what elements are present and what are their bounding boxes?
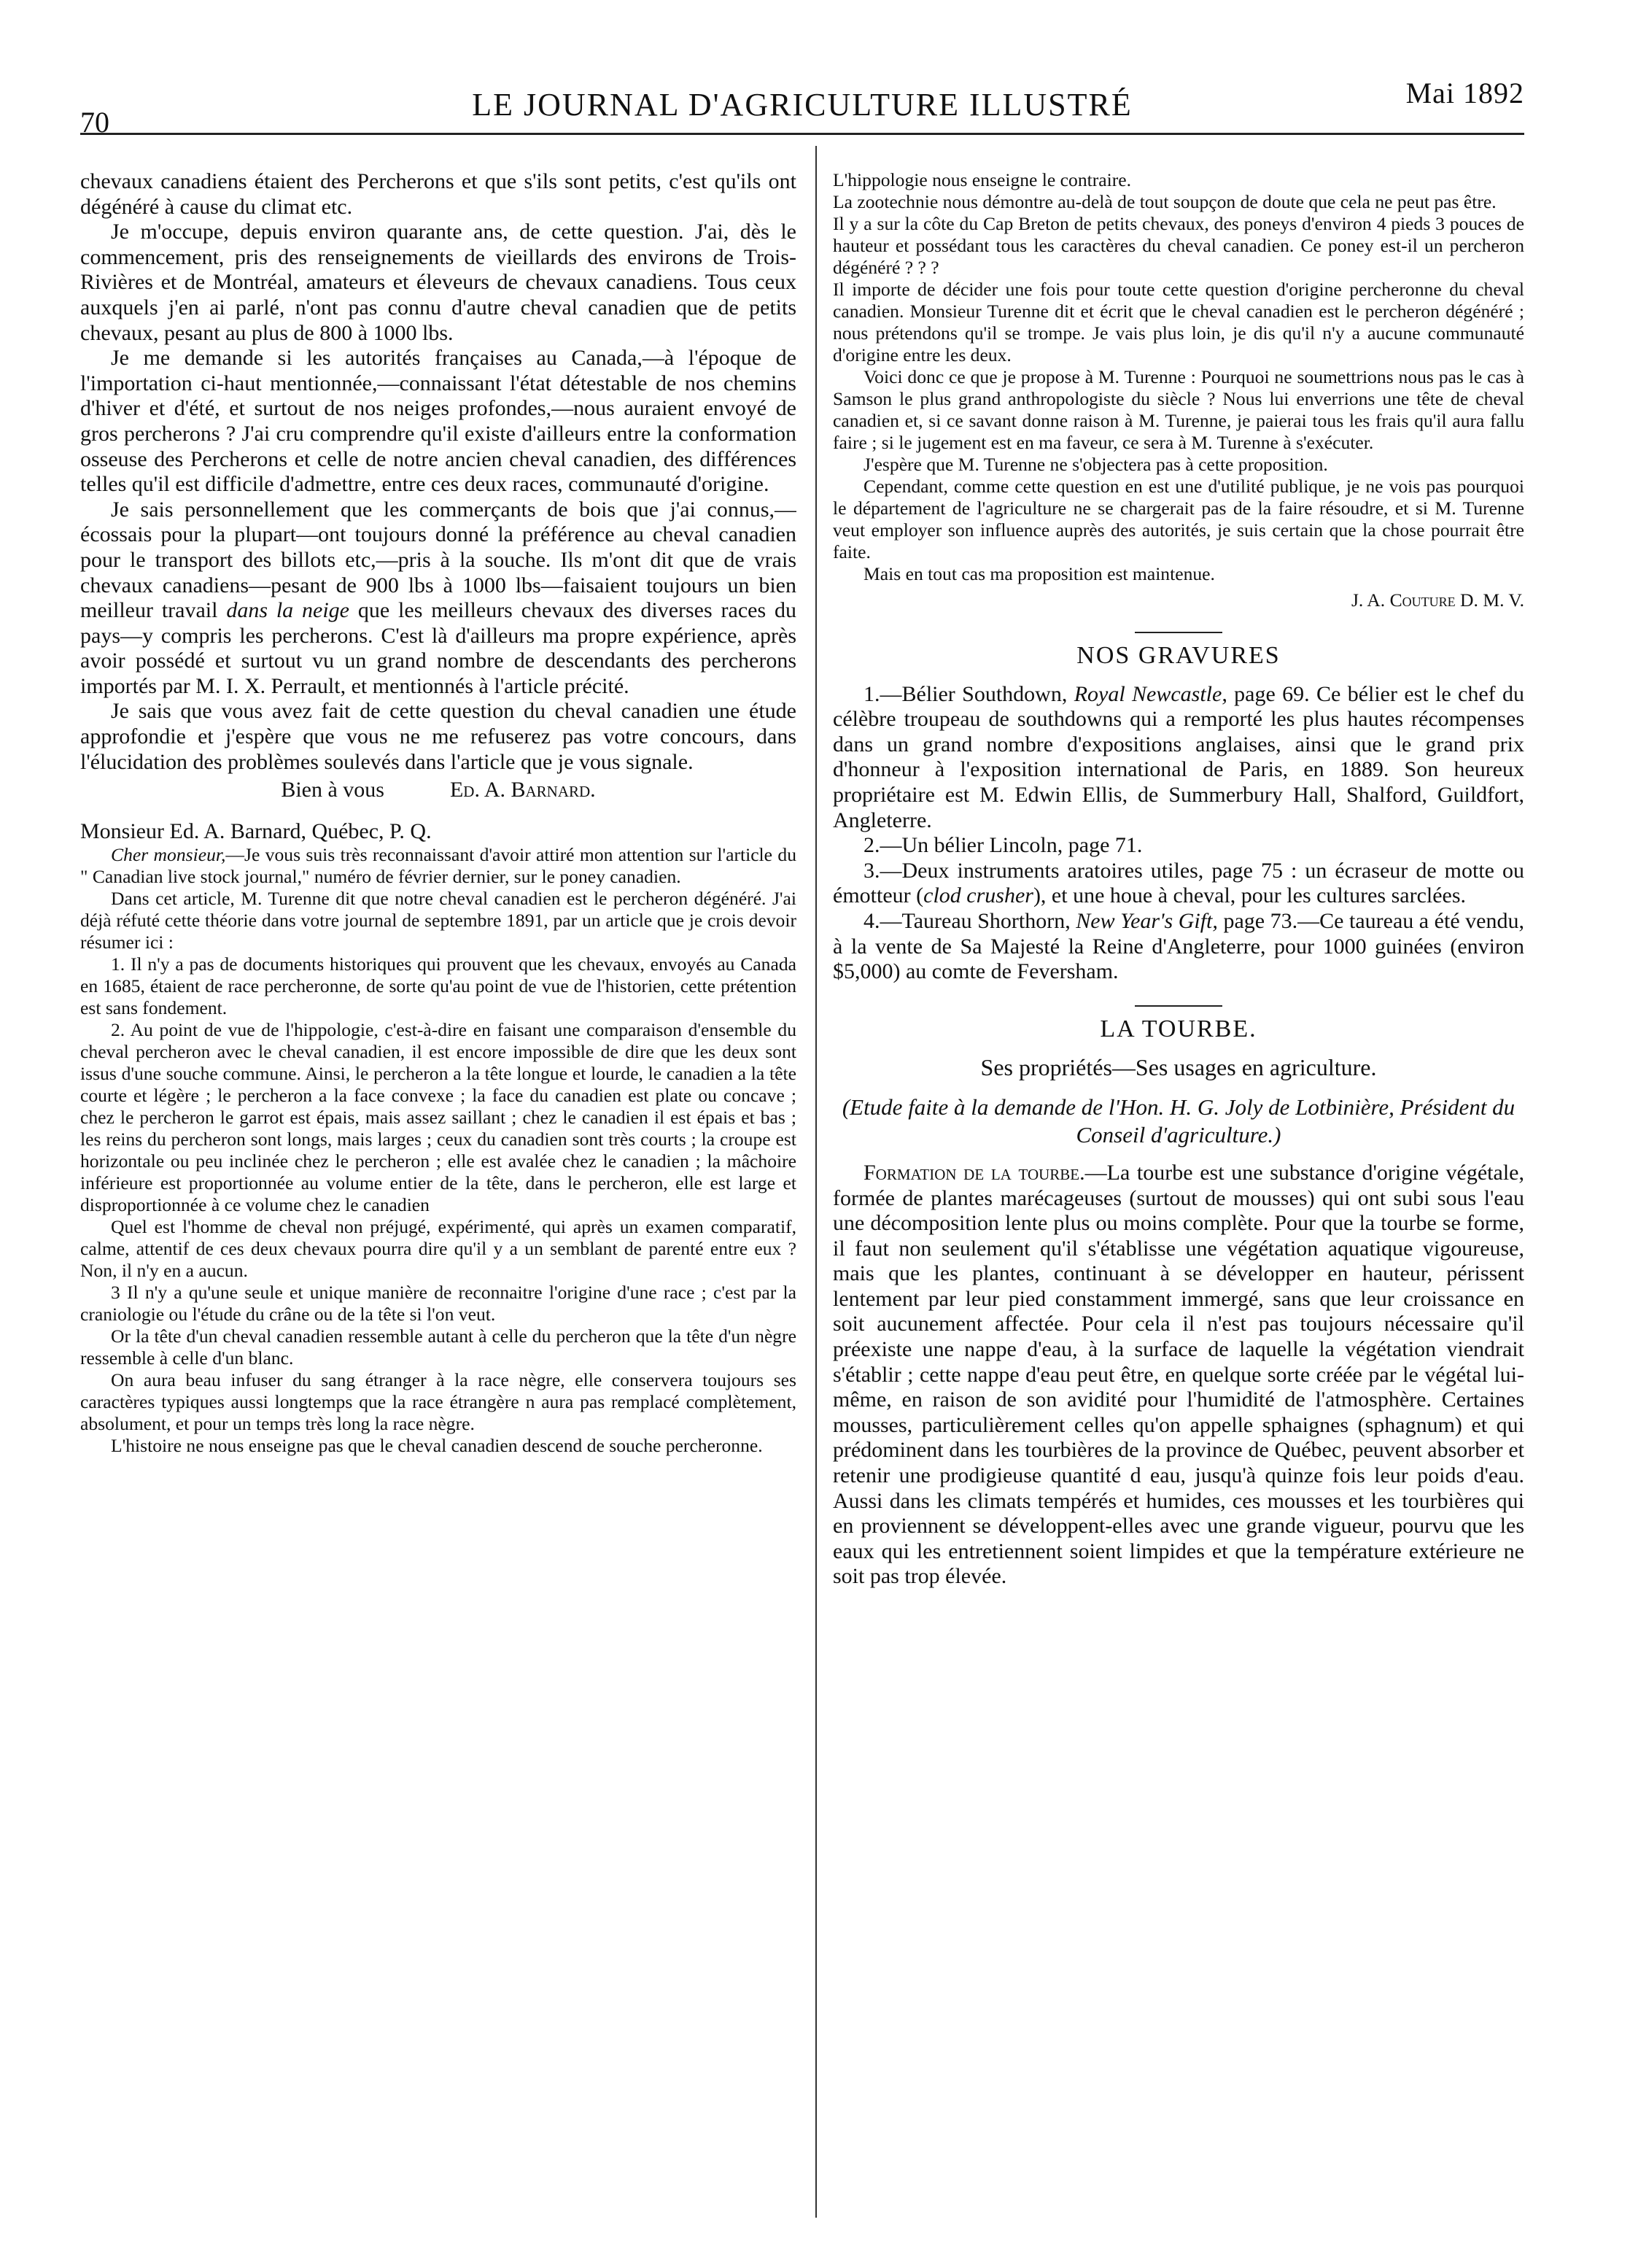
paragraph (80, 498, 796, 700)
paragraph: L'histoire ne nous enseigne pas que le cheval canadien descend de souche percheronne. (111, 1435, 763, 1457)
paragraph: 2.—Un bélier Lincoln, page 71. (863, 833, 1143, 858)
text-run: Je sais personnellement que les commerçants de bois que j'ai connus,—écossais pour la plupart—ont toujours donné la préférence au cheval canadien pour le transport des billots etc,—pris à la souche. Ils m'ont dit que de vrais chevaux canadiens—pesant de 900 lbs à 1000 lbs—faisaient toujours un bien meilleur travail (80, 497, 796, 623)
paragraph: Je m'occupe, depuis environ quarante ans, de cette question. J'ai, dès le commencement, pris des renseignements de vieillards des environs de Trois-Rivières et de Montréal, amateurs et éleveurs de chevaux canadiens. Tous ceux auxquels j'en ai parlé, n'ont pas connu d'autre cheval canadien que de petits chevaux, pesant au plus de 800 à 1000 lbs. (80, 220, 796, 345)
signature: Ed. A. Barnard. (449, 778, 596, 802)
text-run: —Je vous suis très reconnaissant d'avoir attiré mon attention sur l'article du " Canadian live stock journal," numéro de février dernier, sur le poney canadien. (80, 844, 796, 888)
section-subheading: Ses propriétés—Ses usages en agriculture. (980, 1054, 1377, 1081)
letter-closing (80, 778, 796, 803)
paragraph: Voici donc ce que je propose à M. Turenne : Pourquoi ne soumettrions nous pas le cas à Samson le plus grand anthropologiste du siècle ? Nous lui enverrions une tête de cheval canadien et, si ce savant donne raison à M. Turenne, je paierai tous les frais qu'il aura fallu faire ; si le jugement est en ma faveur, ce sera à M. Turenne à s'exécuter. (833, 366, 1524, 453)
paragraph: Il y a sur la côte du Cap Breton de petits chevaux, des poneys d'environ 4 pieds 3 pouces de hauteur et possédant tous les caractères du cheval canadien. Ce poney est-il un percheron dégénéré ? ? ? (833, 213, 1524, 278)
right-column (833, 169, 1524, 2226)
editorial-note: (Etude faite à la demande de l'Hon. H. G. Joly de Lotbinière, Président du Conseil d'agriculture.) (842, 1094, 1515, 1147)
emphasis: New Year's Gift, (1076, 908, 1218, 933)
paragraph: chevaux canadiens étaient des Percherons et que s'ils sont petits, c'est qu'ils ont dégénéré à cause du climat etc. (80, 169, 796, 219)
issue-date: Mai 1892 (1405, 77, 1524, 109)
closing-text: Bien à vous (281, 778, 384, 802)
paragraph (833, 682, 1524, 834)
text-run: que les meilleurs chevaux des diverses races du pays—y compris les percherons. C'est là d'ailleurs ma propre expérience, après avoir possédé et surtout vu un grand nombre de descendants des percherons importés par M. I. X. Perrault, et mentionnés à l'article précité. (80, 598, 796, 698)
paragraph: Mais en tout cas ma proposition est maintenue. (863, 563, 1215, 584)
text-run: page 73.—Ce taureau a été vendu, à la vente de Sa Majesté la Reine d'Angleterre, pour 1000 guinées (environ $5,000) au comte de Feversham. (833, 908, 1524, 984)
paragraph: Je me demande si les autorités françaises au Canada,—à l'époque de l'importation ci-haut mentionnée,—connaissant l'état détestable de nos chemins d'hiver et d'été, et surtout de nos neiges profondes,—nous auraient envoyé de gros percherons ? J'ai cru comprendre qu'il existe d'ailleurs entre la conformation osseuse des Percherons et celle de notre ancien cheval canadien, des différences telles qu'il est difficile d'admettre, entre ces deux races, communauté d'origine. (80, 346, 796, 497)
paragraph: Quel est l'homme de cheval non préjugé, expérimenté, qui après un examen comparatif, calme, attentif de ces deux chevaux pourra dire qu'il y a un semblant de parenté entre eux ? Non, il n'y en a aucun. (80, 1216, 796, 1282)
text-run: ), et une houe à cheval, pour les cultures sarclées. (1033, 883, 1467, 908)
letter-continuation (833, 169, 1524, 611)
paragraph (833, 909, 1524, 985)
run-in-heading: Formation de la tourbe. (863, 1160, 1085, 1185)
letter-address: Monsieur Ed. A. Barnard, Québec, P. Q. (80, 818, 432, 843)
emphasis: dans la neige (226, 598, 350, 623)
journal-title: LE JOURNAL D'AGRICULTURE ILLUSTRÉ (472, 87, 1133, 123)
paragraph: Il importe de décider une fois pour toute cette question d'origine percheronne du cheval canadien. Monsieur Turenne dit et écrit que le cheval canadien est le percheron dégénéré ; nous prétendons qu'il se trompe. Je vais plus loin, je dis qu'il n'y a aucune communauté d'origine entre les deux. (833, 279, 1524, 365)
emphasis: clod crusher (923, 883, 1033, 908)
paragraph: 1. Il n'y a pas de documents historiques qui prouvent que les chevaux, envoyés au Canada en 1685, étaient de race percheronne, de sorte qu'au point de vue de l'historien, cette prétention est sans fondement. (80, 953, 796, 1019)
paragraph (833, 1161, 1524, 1590)
emphasis: Royal Newcastle, (1074, 681, 1227, 706)
paragraph: Cependant, comme cette question en est une d'utilité publique, je ne vois pas pourquoi le département de l'agriculture ne se chargerait pas de la faire résoudre, et si M. Turenne veut employer son influence auprès des autorités, je suis certain que la chose pourrait être faite. (833, 476, 1524, 562)
paragraph (833, 859, 1524, 909)
section-heading-tourbe: LA TOURBE. (1100, 1015, 1257, 1042)
paragraph: La zootechnie nous démontre au-delà de tout soupçon de doute que cela ne peut pas être. (833, 191, 1497, 212)
page-number: 70 (80, 106, 109, 139)
column-divider (815, 146, 817, 2218)
text-run: —La tourbe est une substance d'origine végétale, formée de plantes marécageuses (surtout de mousses) qui ont subi sous l'eau une décomposition lente plus ou moins complète. Pour que la tourbe se forme, il faut non seulement qu'il s'établisse une végétation aquatique vigoureuse, mais que les plantes, continuant à se développer en hauteur, périssent lentement par leur pied constamment immergé, sans que leur croissance en soit aucunement affectée. Pour cela il n'est pas toujours nécessaire qu'il préexiste une nappe d'eau, à la surface de laquelle la végétation viendrait s'établir ; cette nappe d'eau peut être, en quelque sorte créée par le végétal lui-même, en raison de son avidité pour l'humidité de l'atmosphère. Certaines mousses, particulièrement celles qu'on appelle sphaignes (sphagnum) et qui prédominent dans les tourbières de la province de Québec, peuvent absorber et retenir une prodigieuse quantité d eau, jusqu'à quinze fois leur poids d'eau. Aussi dans les climats tempérés et humides, ces mousses et les tourbières qui en proviennent se développent-elles avec une grande vigueur, pourvu que les eaux qui les entretiennent soient limpides et que la température extérieure ne soit pas trop élevée. (833, 1160, 1524, 1589)
paragraph: On aura beau infuser du sang étranger à la race nègre, elle conservera toujours ses caractères typiques aussi longtemps que la race étrangère n aura pas remplacé complètement, absolument, et pour un temps très long la race nègre. (80, 1369, 796, 1435)
section-rule (1135, 632, 1222, 633)
paragraph: J'espère que M. Turenne ne s'objectera pas à cette proposition. (863, 454, 1328, 475)
salutation: Cher monsieur, (111, 844, 226, 866)
paragraph (80, 844, 796, 888)
letter-body (80, 844, 796, 1457)
paragraph: 3 Il n'y a qu'une seule et unique manière de reconnaitre l'origine d'une race ; c'est par la craniologie ou l'étude du crâne ou de la tête si l'on veut. (80, 1282, 796, 1325)
header-rule (80, 133, 1524, 135)
section-heading-gravures: NOS GRAVURES (1076, 642, 1281, 669)
text-run: 1.—Bélier Southdown, (863, 681, 1074, 706)
text-run: 3.—Deux instruments aratoires utiles, page 75 : un écraseur de motte ou émotteur ( (833, 858, 1524, 908)
paragraph: Je sais que vous avez fait de cette question du cheval canadien une étude approfondie et j'espère que vous ne me refuserez pas votre concours, dans l'élucidation des problèmes soulevés dans l'article que je vous signale. (80, 699, 796, 774)
text-run: page 69. Ce bélier est le chef du célèbre troupeau de southdowns qui a remporté les plus hautes récompenses dans un grand nombre d'expositions anglaises, ainsi que le grand prix d'honneur à l'exposition international de Paris, en 1889. Son heureux propriétaire est M. Edwin Ellis, de Summerbury Hall, Shalford, Guildfort, Angleterre. (833, 681, 1524, 832)
paragraph: 2. Au point de vue de l'hippologie, c'est-à-dire en faisant une comparaison d'ensemble du cheval percheron avec le cheval canadien, il est encore impossible de dire que les deux sont issus d'une souche commune. Ainsi, le percheron a la tête longue et lourde, le canadien a la tête courte et légère ; le percheron a la face convexe ; la face du canadien est plate ou concave ; chez le percheron le garrot est épais, mais assez saillant ; chez le canadien il est épais et bas ; les reins du percheron sont longs, mais larges ; ceux du canadien sont très courts ; la croupe est horizontale ou peu inclinée chez le percheron ; elle est avalée chez le canadien ; la mâchoire inférieure est proportionnée au volume entier de la tête, dans le percheron, elle est large et disproportionnée à ce volume chez le canadien (80, 1019, 796, 1216)
paragraph: Or la tête d'un cheval canadien ressemble autant à celle du percheron que la tête d'un nègre ressemble à celle d'un blanc. (80, 1325, 796, 1369)
paragraph: Dans cet article, M. Turenne dit que notre cheval canadien est le percheron dégénéré. J'ai déjà réfuté cette théorie dans votre journal de septembre 1891, par un article que je crois devoir résumer ici : (80, 888, 796, 953)
paragraph: L'hippologie nous enseigne le contraire. (833, 169, 1132, 190)
section-rule (1135, 1005, 1222, 1007)
text-run: 4.—Taureau Shorthorn, (863, 908, 1076, 933)
left-column (80, 169, 796, 2226)
page-header (80, 76, 1524, 139)
signature: J. A. Couture D. M. V. (1351, 589, 1524, 611)
